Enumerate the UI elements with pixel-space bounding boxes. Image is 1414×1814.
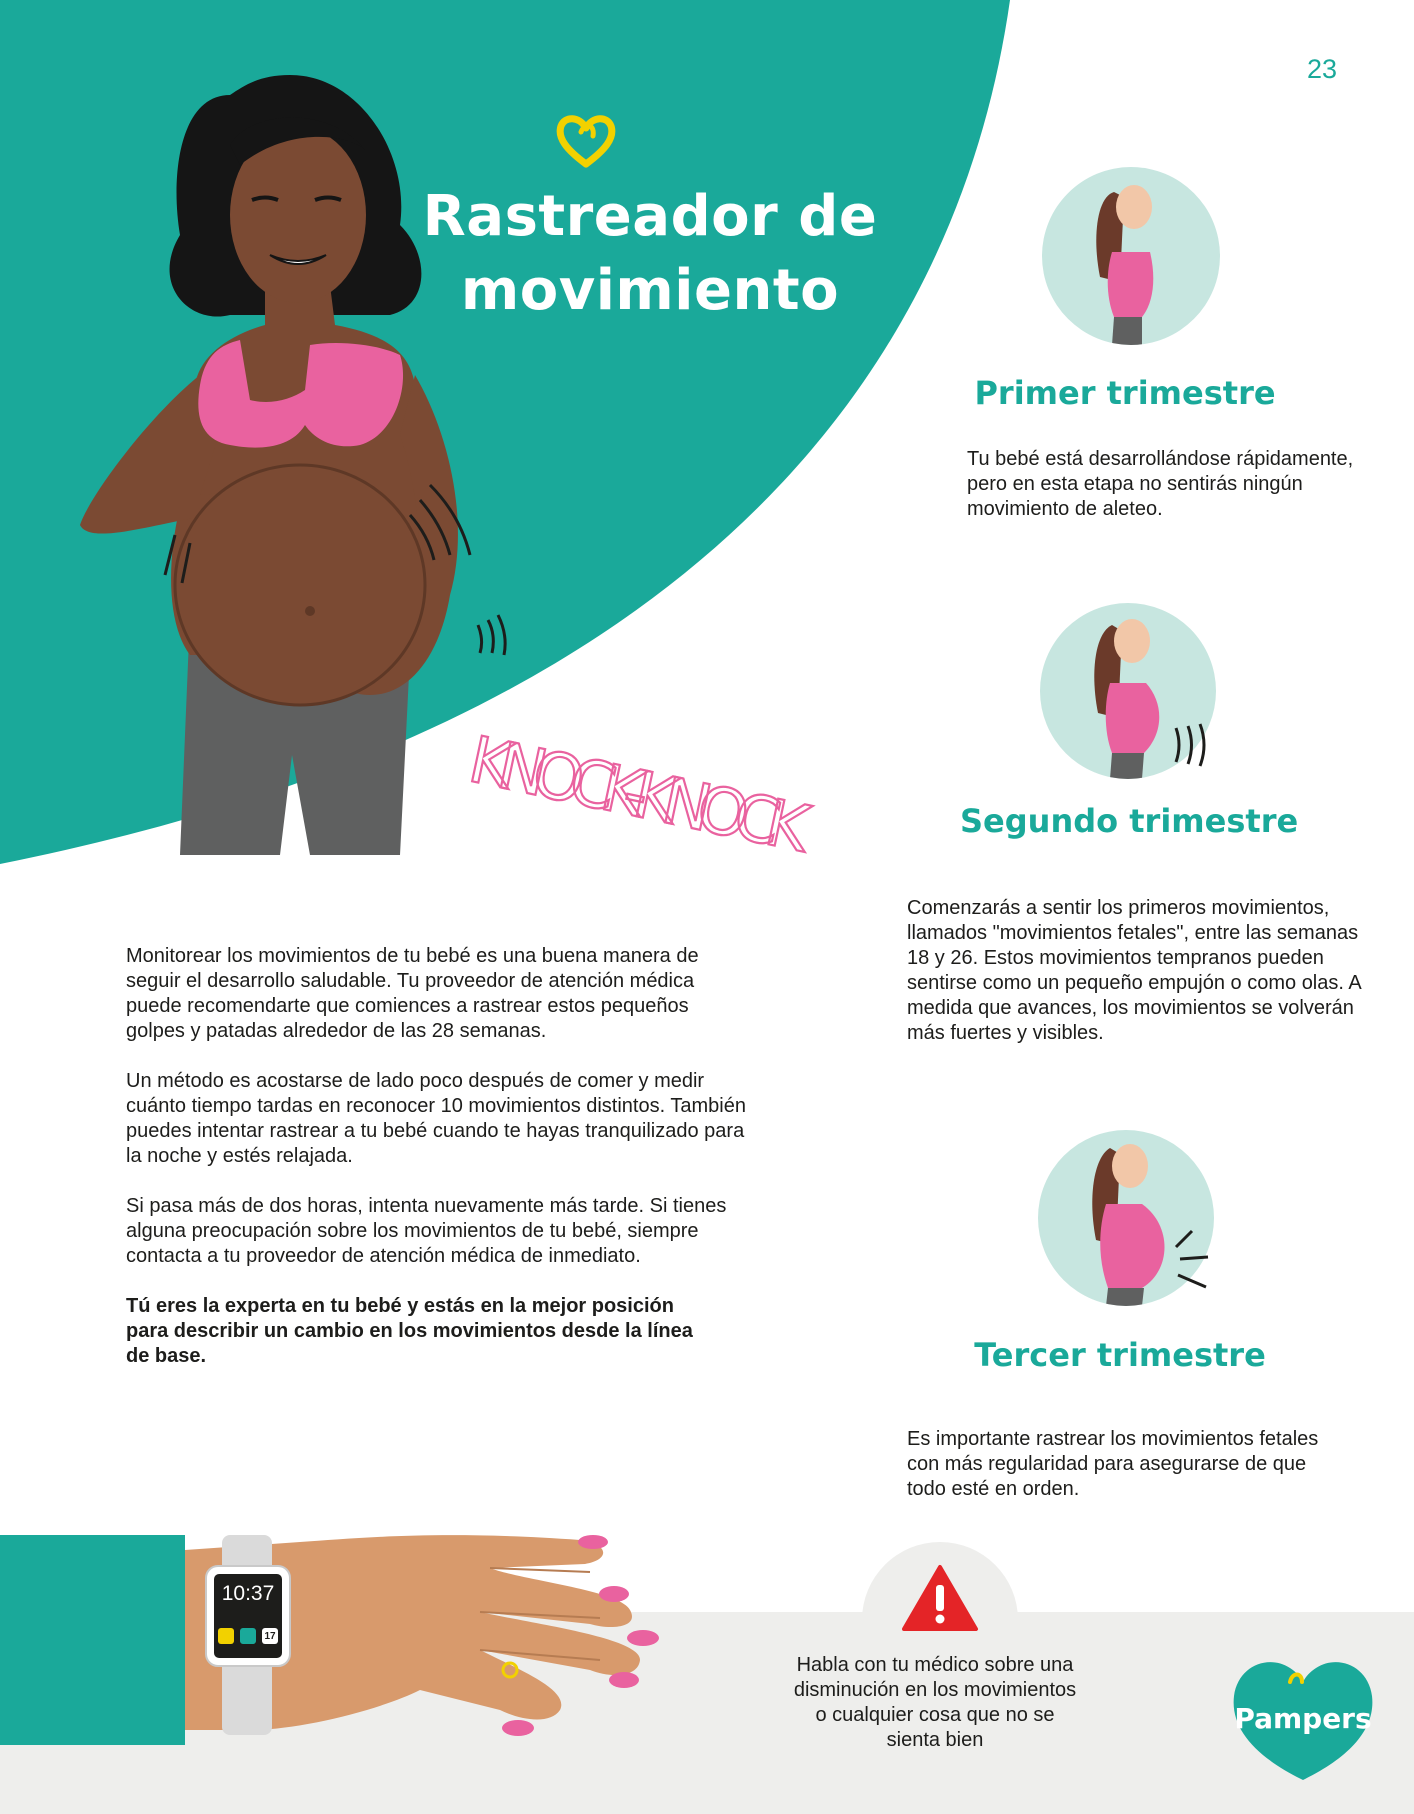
heart-icon bbox=[555, 112, 617, 168]
trimester-3-title: Tercer trimestre bbox=[974, 1336, 1266, 1374]
hand-with-smartwatch-illustration bbox=[0, 1520, 680, 1750]
body-paragraph-4: Tú eres la experta en tu bebé y estás en la mejor posición para describir un cambio en los movimientos desde la línea de base. bbox=[126, 1295, 693, 1367]
body-paragraph-1: Monitorear los movimientos de tu bebé es una buena manera de seguir el desarrollo saludable. Tu proveedor de atención médica puede recomendarte que comiences a rastrear estos pequeños golpes y patadas alrededor de las 28 semanas. bbox=[126, 945, 699, 1042]
pregnant-woman-illustration bbox=[30, 55, 530, 855]
warning-triangle-icon bbox=[900, 1563, 980, 1633]
motion-lines-icon bbox=[1172, 720, 1212, 770]
trimester-1-illustration bbox=[1042, 167, 1220, 345]
body-paragraph-3: Si pasa más de dos horas, intenta nuevamente más tarde. Si tienes alguna preocupación sobre los movimientos de tu bebé, siempre contacta a tu proveedor de atención médica de inmediato. bbox=[126, 1195, 727, 1267]
trimester-2-title: Segundo trimestre bbox=[960, 802, 1299, 840]
page-title bbox=[390, 180, 910, 328]
trimester-1-text: Tu bebé está desarrollándose rápidamente, pero en esta etapa no sentirás ningún movimiento de aleteo. bbox=[967, 448, 1354, 520]
pampers-logo bbox=[1228, 1648, 1378, 1786]
warning-text: Habla con tu médico sobre una disminución en los movimientos o cualquier cosa que no se sienta bien bbox=[793, 1654, 1077, 1751]
kick-lines-icon bbox=[1172, 1225, 1218, 1295]
page-title-line-2: movimiento bbox=[460, 258, 840, 323]
woman-profile-icon bbox=[1042, 167, 1220, 345]
trimester-3-text: Es importante rastrear los movimientos fetales con más regularidad para asegurarse de que todo esté en orden. bbox=[907, 1428, 1319, 1500]
trimester-2-text: Comenzarás a sentir los primeros movimientos, llamados "movimientos fetales", entre las semanas 18 y 26. Estos movimientos tempranos pueden sentirse como un pequeño empujón o como olas. A medida que avances, los movimientos se volverán más fuertes y visibles. bbox=[907, 897, 1361, 1044]
body-paragraph-2: Un método es acostarse de lado poco después de comer y medir cuánto tiempo tardas en reconocer 10 movimientos distintos. También puedes intentar rastrear a tu bebé cuando te hayas tranquilizado para la noche y estés relajada. bbox=[126, 1070, 746, 1167]
page-number: 23 bbox=[1306, 54, 1338, 84]
trimester-1-title: Primer trimestre bbox=[974, 374, 1276, 412]
body-text bbox=[126, 944, 746, 1394]
knock-text: KNOCK-KNOCK bbox=[462, 723, 816, 868]
watch-time: 10:37 bbox=[221, 1582, 275, 1605]
pampers-logo-text: Pampers bbox=[1234, 1702, 1372, 1735]
knock-knock-lettering bbox=[462, 720, 826, 870]
page-title-line-1: Rastreador de bbox=[422, 184, 878, 249]
watch-date: 17 bbox=[264, 1631, 276, 1642]
